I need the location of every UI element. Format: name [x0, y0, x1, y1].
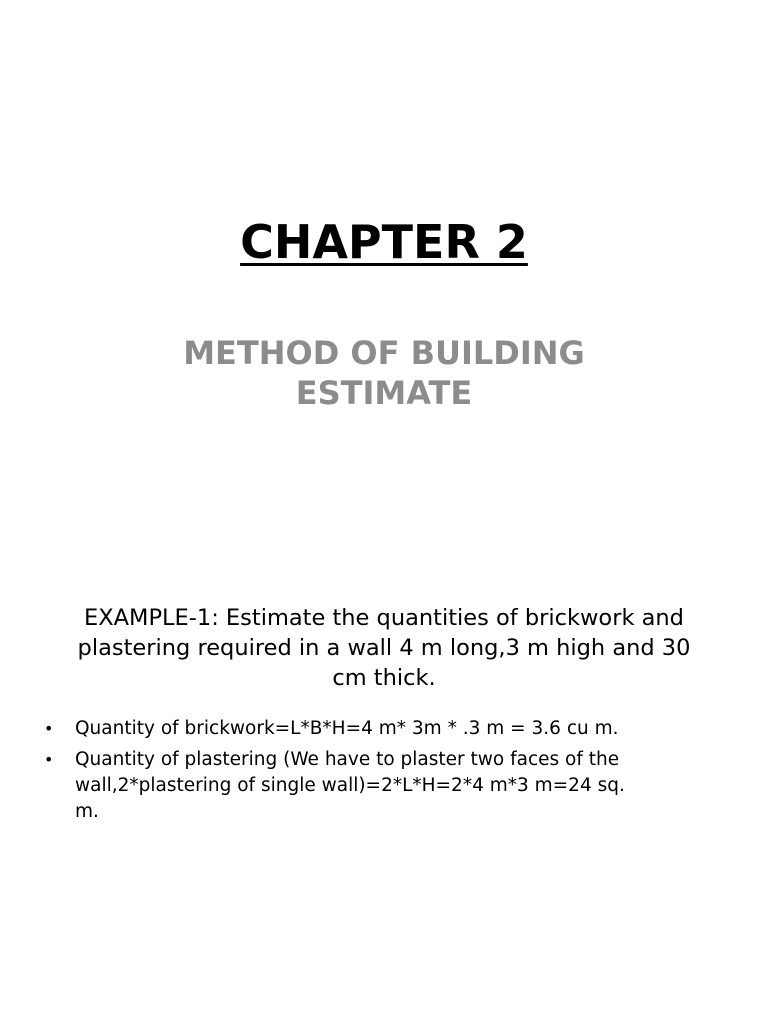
list-item	[0, 716, 768, 742]
list-item	[0, 747, 768, 825]
example-line-2: plastering required in a wall 4 m long,3 m high and 30	[77, 635, 691, 661]
solution-list	[0, 716, 768, 830]
subtitle-line-1: METHOD OF BUILDING	[183, 334, 585, 372]
subtitle-line-2: ESTIMATE	[295, 374, 473, 412]
plastering-quantity-line-1: Quantity of plastering (We have to plaster two faces of the	[75, 749, 620, 770]
bullet-icon: •	[44, 750, 54, 769]
chapter-title	[0, 212, 768, 272]
example-line-3: cm thick.	[332, 665, 436, 691]
chapter-subtitle	[0, 333, 768, 413]
example-statement	[40, 603, 728, 693]
chapter-title-text: CHAPTER 2	[240, 215, 528, 269]
brickwork-quantity-text: Quantity of brickwork=L*B*H=4 m* 3m * .3 m = 3.6 cu m.	[75, 718, 619, 739]
example-line-1: EXAMPLE-1: Estimate the quantities of brickwork and	[84, 605, 684, 631]
plastering-quantity-line-2: wall,2*plastering of single wall)=2*L*H=2*4 m*3 m=24 sq.	[75, 775, 625, 796]
plastering-quantity-line-3: m.	[75, 801, 99, 822]
bullet-icon: •	[44, 719, 54, 738]
